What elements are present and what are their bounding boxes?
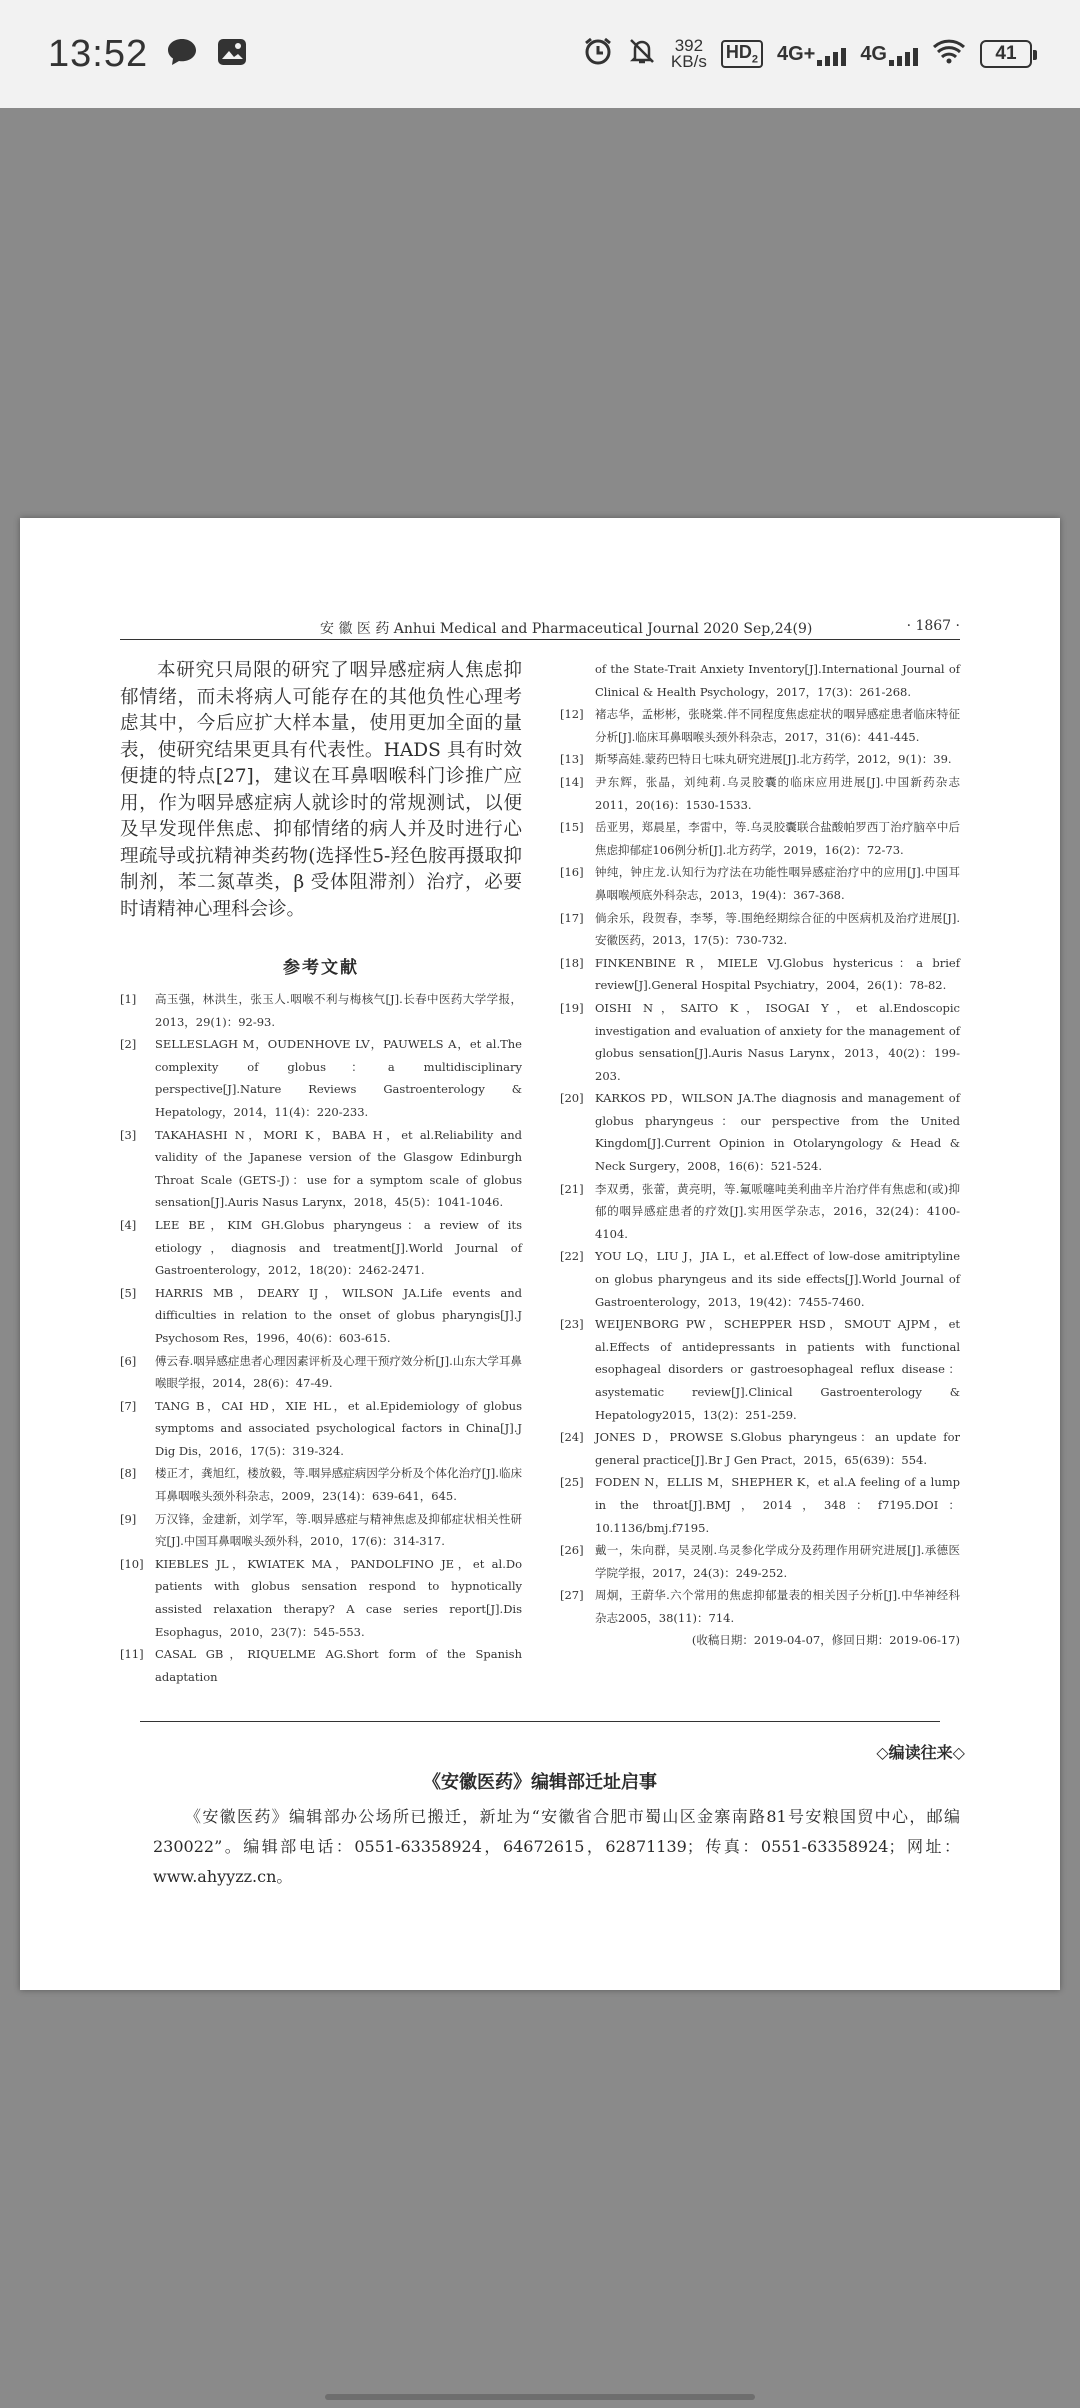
reference-text: JONES D，PROWSE S.Globus pharyngeus：an update for general practice[J].Br J Gen Pract，2015，65(639)：554. [595, 1430, 960, 1467]
reference-text: SELLESLAGH M，OUDENHOVE LV，PAUWELS A，et al.The complexity of globus：a multidisciplinary perspective[J].Nature Reviews Gastroenterology & Hepatology，2014，11(4)：220-233. [155, 1037, 522, 1119]
reference-text: 周炯，王蔚华.六个常用的焦虑抑郁量表的相关因子分析[J].中华神经科杂志2005，38(11)：714. [595, 1588, 960, 1625]
reference-number: [21] [560, 1181, 584, 1196]
reference-item [560, 1471, 960, 1539]
speed-value: 392 [674, 36, 704, 55]
clock: 13:52 [48, 32, 149, 75]
references-list-left [120, 988, 522, 1688]
reference-text: 斯琴高娃.蒙药巴特日七味丸研究进展[J].北方药学，2012，9(1)：39. [595, 752, 952, 767]
home-indicator[interactable] [325, 2394, 755, 2400]
hd-sub: 2 [751, 53, 758, 66]
reference-item [120, 988, 522, 1033]
wifi-icon [932, 37, 966, 71]
reference-text: 岳亚男，郑晨星，李雷中，等.乌灵胶囊联合盐酸帕罗西丁治疗脑卒中后焦虑抑郁症106例分析[J].北方药学，2019，16(2)：72-73. [595, 820, 960, 857]
left-column [120, 658, 522, 1688]
document-page [20, 518, 1060, 1990]
reference-text: LEE BE，KIM GH.Globus pharyngeus：a review of its etiology，diagnosis and treatment[J].World Journal of Gastroenterology，2012，18(20)：2462-2471. [155, 1217, 522, 1278]
reference-number: [14] [560, 774, 584, 789]
reference-text: 尹东辉，张晶，刘纯莉.乌灵胶囊的临床应用进展[J].中国新药杂志2011，20(16)：1530-1533. [595, 774, 960, 812]
reference-number: [2] [120, 1037, 137, 1052]
reference-number: [27] [560, 1588, 584, 1603]
reference-text: TAKAHASHI N，MORI K，BABA H，et al.Reliability and validity of the Japanese version of the Glasgow Edinburgh Throat Scale (GETS-J)：use for a symptom scale of globus sensation[J].Auris Nasus Larynx，2018，45(5)：1041-1046. [155, 1127, 522, 1210]
reference-item [560, 1584, 960, 1629]
reference-number: [26] [560, 1543, 584, 1558]
battery-icon [980, 40, 1032, 68]
reference-item [120, 1124, 522, 1214]
reference-text: FODEN N，ELLIS M，SHEPHER K，et al.A feeling of a lump in the throat[J].BMJ，2014，348：f7195.DOI：10.1136/bmj.f7195. [595, 1475, 960, 1535]
right-column [560, 658, 960, 1648]
reference-number: [3] [120, 1127, 137, 1142]
reference-text: 万汉锋，金建新，刘学军，等.咽异感症与精神焦虑及抑郁症状相关性研究[J].中国耳鼻咽喉头颈外科，2010，17(6)：314-317. [155, 1511, 522, 1549]
reference-text: KIEBLES JL，KWIATEK MA，PANDOLFINO JE，et al.Do patients with globus sensation respond to hypnotically assisted relaxation therapy? A case series report[J].Dis Esophagus，2010，23(7)：545-553. [155, 1556, 522, 1639]
reference-number: [15] [560, 820, 584, 835]
mute-bell-icon [627, 36, 657, 72]
signal-bars-icon [817, 46, 846, 66]
reference-number: [20] [560, 1091, 584, 1106]
notice-body: 《安徽医药》编辑部办公场所已搬迁，新址为“安徽省合肥市蜀山区金寨南路81号安粮国贸中心，邮编230022”。编辑部电话：0551-63358924，64672615，62871139；传真：0551-63358924；网址：www.ahyyzz.cn。 [153, 1807, 960, 1886]
speed-unit: KB/s [670, 52, 707, 71]
reference-item [560, 748, 960, 771]
reference-text: OISHI N，SAITO K，ISOGAI Y，et al.Endoscopic investigation and evaluation of anxiety for the management of globus sensation[J].Auris Nasus Larynx，2013，40(2)：199-203. [595, 1000, 960, 1083]
reference-text: YOU LQ，LIU J，JIA L，et al.Effect of low-dose amitriptyline on globus pharyngeus and its side effects[J].World Journal of Gastroenterology，2013，19(42)：7455-7460. [595, 1249, 960, 1309]
reference-item [560, 997, 960, 1087]
header-rule [120, 639, 960, 640]
reference-text: 倘余乐，段贺春，李琴，等.围绝经期综合征的中医病机及治疗进展[J].安徽医药，2013，17(5)：730-732. [595, 910, 960, 948]
reference-text: 戴一，朱向群，吴灵刚.乌灵参化学成分及药理作用研究进展[J].承德医学院学报，2017，24(3)：249-252. [595, 1543, 960, 1580]
reference-item [120, 1214, 522, 1282]
reference-text: KARKOS PD，WILSON JA.The diagnosis and management of globus pharyngeus：our perspective from the United Kingdom[J].Current Opinion in Otolaryngology & Head & Neck Surgery，2008，16(6)：521-524. [595, 1091, 960, 1174]
status-bar [0, 0, 1080, 108]
reference-item [560, 703, 960, 748]
reference-number: [13] [560, 752, 584, 767]
journal-title: 安 徽 医 药 Anhui Medical and Pharmaceutical Journal 2020 Sep,24(9) [320, 621, 813, 637]
reference-text: 钟纯，钟庄龙.认知行为疗法在功能性咽异感症治疗中的应用[J].中国耳鼻咽喉颅底外科杂志，2013，19(4)：367-368. [595, 865, 960, 902]
running-head [120, 618, 960, 638]
hd-voice-badge [721, 40, 763, 68]
reference-item [120, 1395, 522, 1463]
reference-item [560, 1245, 960, 1313]
reference-item [560, 816, 960, 861]
reference-text: CASAL GB，RIQUELME AG.Short form of the Spanish adaptation [155, 1647, 522, 1684]
reference-item [120, 1462, 522, 1507]
reference-number: [5] [120, 1285, 137, 1300]
reference-item [120, 1508, 522, 1553]
reference-text: TANG B，CAI HD，XIE HL，et al.Epidemiology of globus symptoms and associated psychological factors in China[J].J Dig Dis，2016，17(5)：319-324. [155, 1398, 522, 1458]
reference-item [560, 1313, 960, 1426]
reference-item [560, 1087, 960, 1177]
reference-number: [7] [120, 1398, 137, 1413]
reference-item [560, 952, 960, 997]
reference-text: HARRIS MB，DEARY IJ，WILSON JA.Life events and difficulties in relation to the onset of globus pharyngis[J].J Psychosom Res，1996，40(6)：603-615. [155, 1285, 522, 1345]
reference-number: [24] [560, 1430, 584, 1445]
reference-number: [18] [560, 955, 584, 970]
body-paragraph: 本研究只局限的研究了咽异感症病人焦虑抑郁情绪，而未将病人可能存在的其他负性心理考虑其中，今后应扩大样本量，使用更加全面的量表，使研究结果更具有代表性。HADS 具有时效便捷的特点[27]，建议在耳鼻咽喉科门诊推广应用，作为咽异感症病人就诊时的常规测试，以便及早发现伴焦虑、抑郁情绪的病人并及时进行心理疏导或抗精神类药物(选择性5-羟色胺再摄取抑制剂，苯二氮䓬类，β 受体阻滞剂）治疗，必要时请精神心理科会诊。 [120, 660, 522, 920]
notice-title: 《安徽医药》编辑部迁址启事 [423, 1772, 657, 1793]
reference-text: 楼正才，龚旭红，楼放毅，等.咽异感症病因学分析及个体化治疗[J].临床耳鼻咽喉头颈外科杂志，2009，23(14)：639-641，645. [155, 1466, 522, 1504]
reference-number: [1] [120, 992, 137, 1006]
battery-level: 41 [995, 43, 1017, 64]
hd-label: HD [725, 42, 752, 63]
reference-number: [12] [560, 707, 584, 722]
signal-sim1 [777, 43, 846, 66]
signal-bars-icon [889, 46, 918, 66]
received-dates: (收稿日期：2019-04-07，修回日期：2019-06-17) [691, 1632, 960, 1647]
reference-item [560, 861, 960, 906]
reference-number: [17] [560, 910, 584, 925]
reference-number: [25] [560, 1475, 584, 1490]
reference-number: [16] [560, 865, 584, 880]
reference-text: 李双勇，张蕾，黄亮明，等.氟哌噻吨美利曲辛片治疗伴有焦虑和(或)抑郁的咽异感症患者的疗效[J].实用医学杂志，2016，32(24)：4100-4104. [595, 1181, 960, 1241]
reference-number: [10] [120, 1556, 144, 1571]
reference-text: WEIJENBORG PW，SCHEPPER HSD，SMOUT AJPM，et al.Effects of antidepressants in patients with functional esophageal disorders or gastroesophageal reflux disease：asystematic review[J].Clinical Gastroenterology & Hepatology2015，13(2)：251-259. [595, 1317, 960, 1422]
network-speed [671, 38, 707, 70]
reference-item [560, 907, 960, 952]
reference-text: 高玉强，林洪生，张玉人.咽喉不利与梅核气[J].长春中医药大学学报，2013，29(1)：92-93. [155, 992, 522, 1029]
reference-text: 傅云春.咽异感症患者心理因素评析及心理干预疗效分析[J].山东大学耳鼻喉眼学报，2014，28(6)：47-49. [155, 1353, 522, 1391]
reference-item [120, 1553, 522, 1643]
reference-text: FINKENBINE R，MIELE VJ.Globus hystericus：a brief review[J].General Hospital Psychiatry，2004，26(1)：78-82. [595, 955, 960, 993]
section-label: ◇编读往来◇ [876, 1743, 965, 1762]
reference-item [120, 1350, 522, 1395]
reference-number: [4] [120, 1217, 137, 1232]
net1-label: 4G+ [776, 42, 816, 65]
reference-number: [9] [120, 1511, 137, 1526]
alarm-icon [583, 36, 613, 72]
chat-bubble-icon [166, 37, 198, 72]
reference-item [120, 1643, 522, 1688]
notice-divider [140, 1721, 940, 1722]
reference-number: [23] [560, 1317, 584, 1332]
net2-label: 4G [860, 42, 887, 65]
reference-number: [8] [120, 1466, 137, 1481]
reference-number: [6] [120, 1353, 137, 1368]
signal-sim2 [860, 43, 918, 66]
reference-number: [19] [560, 1000, 584, 1015]
reference-item [120, 1282, 522, 1350]
gallery-notification-icon [216, 37, 248, 72]
references-list-right [560, 703, 960, 1629]
reference-text: 褚志华，孟彬彬，张晓棠.伴不同程度焦虑症状的咽异感症患者临床特征分析[J].临床耳鼻咽喉头颈外科杂志，2017，31(6)：441-445. [595, 707, 960, 744]
reference-item [560, 1178, 960, 1246]
page-number: · 1867 · [906, 618, 960, 634]
reference-item [560, 1426, 960, 1471]
reference-continuation: of the State-Trait Anxiety Inventory[J].International Journal of Clinical & Health Psychology，2017，17(3)：261-268. [595, 662, 960, 699]
references-heading: 参考文献 [283, 958, 359, 978]
reference-item [120, 1033, 522, 1123]
reference-item [560, 1539, 960, 1584]
reference-item [560, 771, 960, 816]
reference-number: [22] [560, 1249, 584, 1264]
reference-number: [11] [120, 1647, 144, 1662]
